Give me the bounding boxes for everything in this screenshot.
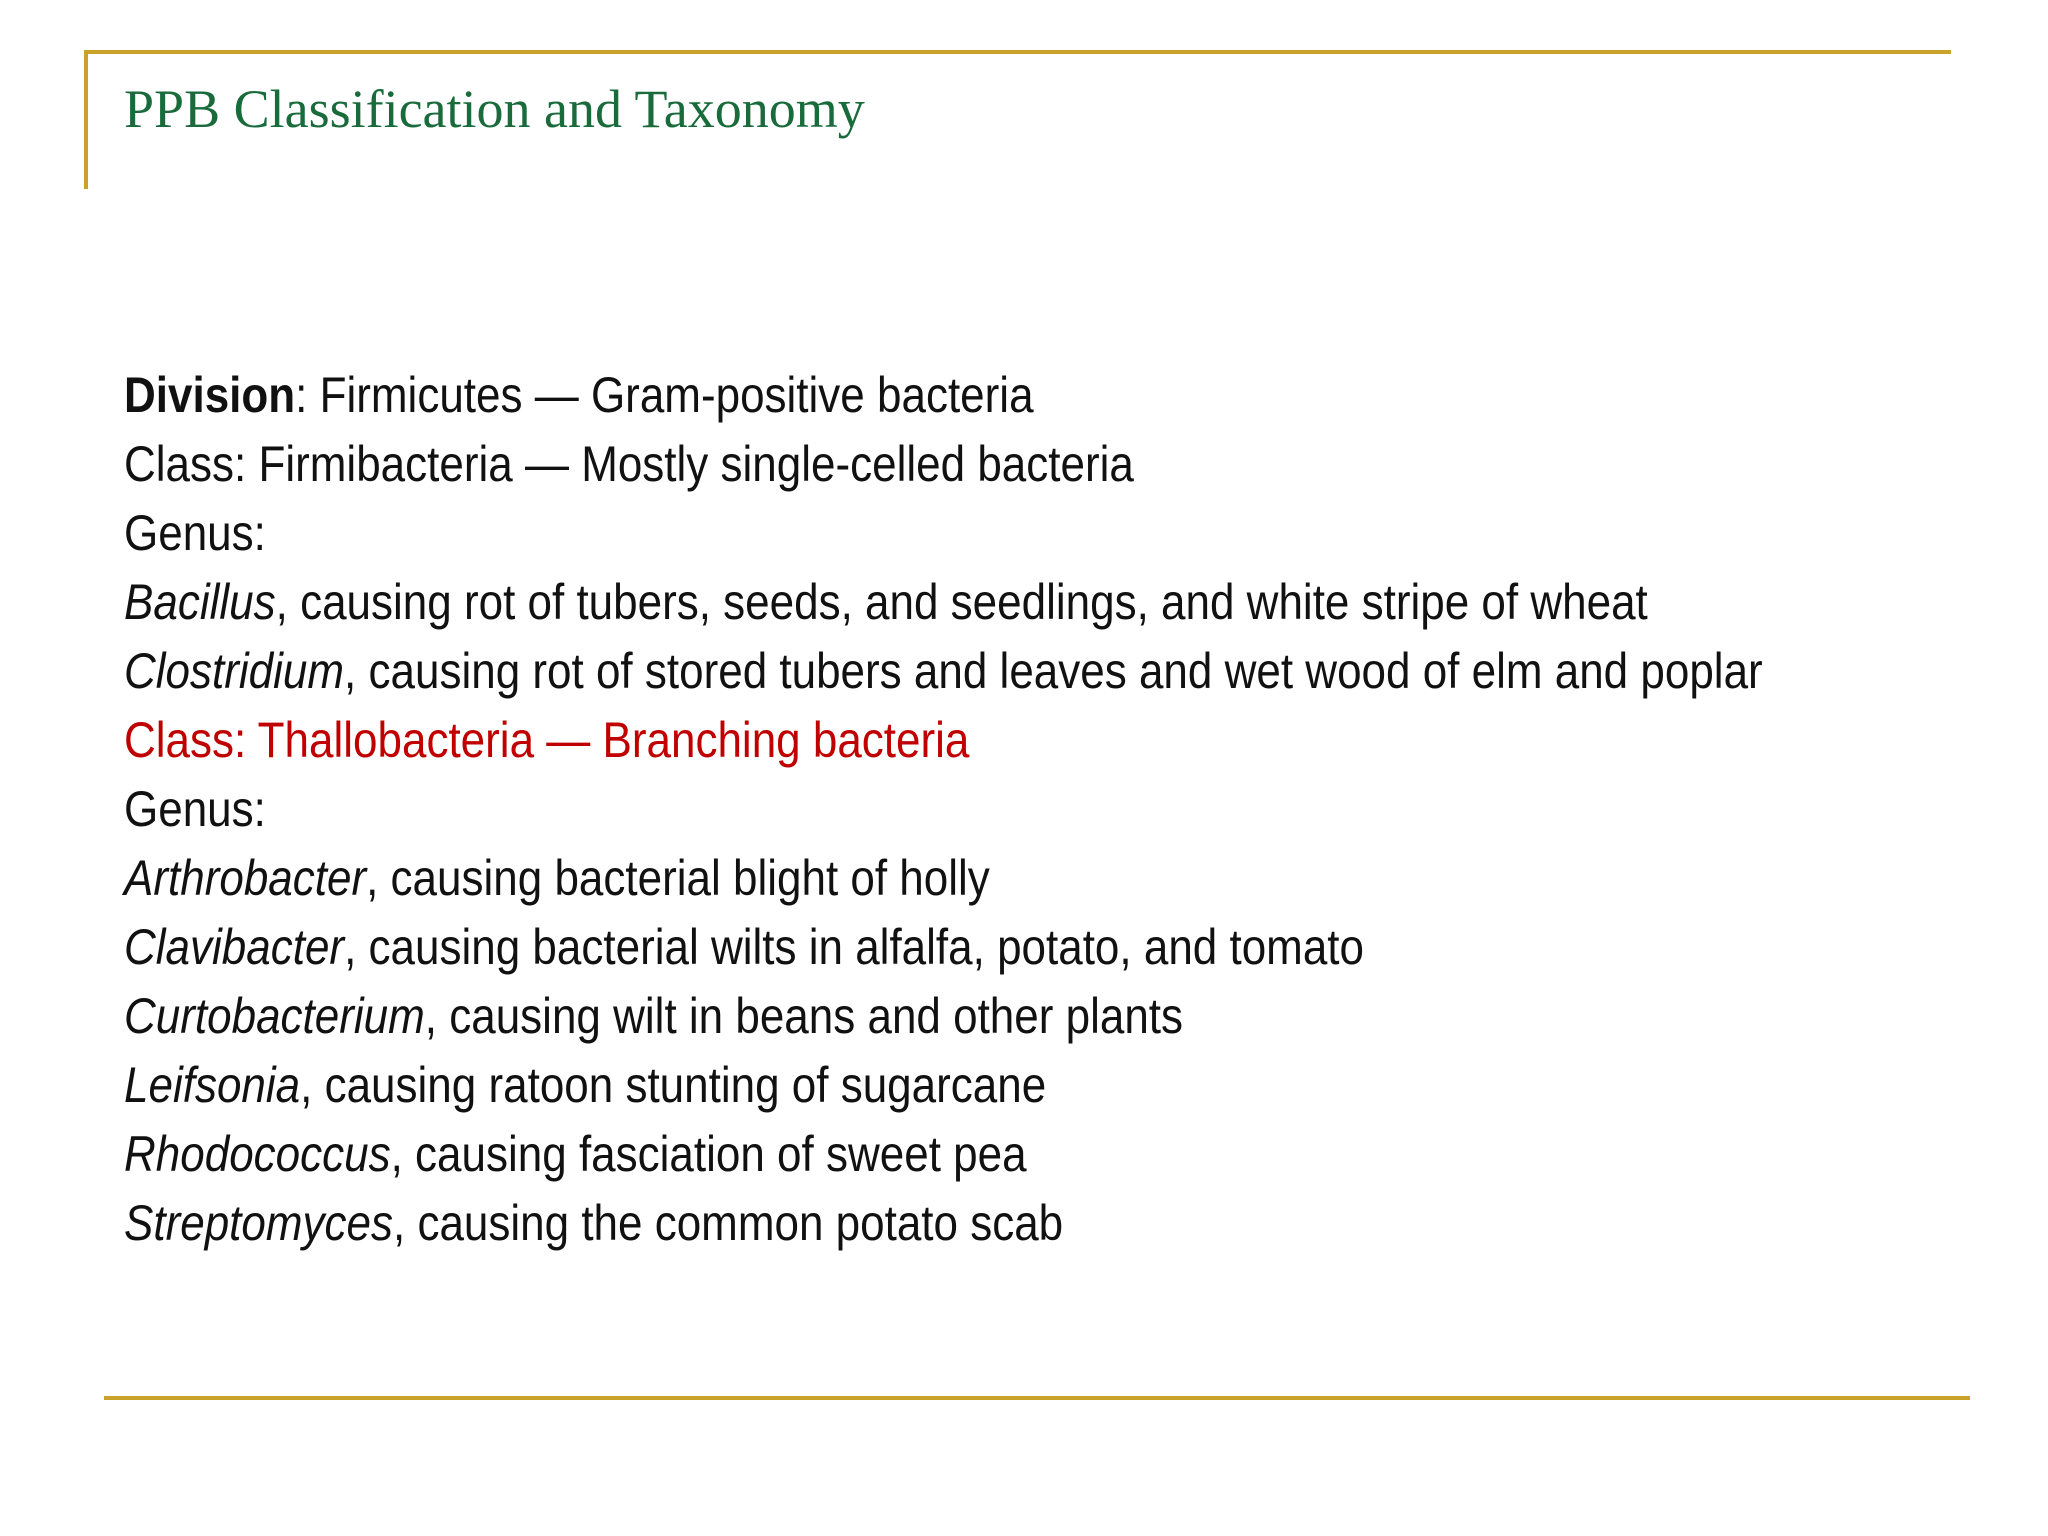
genus-line-arthrobacter [124, 844, 1763, 913]
genus-description: , causing rot of stored tubers and leaves and wet wood of elm and poplar [344, 643, 1763, 699]
genus-line-leifsonia [124, 1051, 1763, 1120]
genus-description: , causing wilt in beans and other plants [424, 988, 1184, 1044]
genus-name: Streptomyces [124, 1195, 393, 1251]
genus-name: Clavibacter [124, 919, 345, 975]
bottom-rule [104, 1396, 1970, 1400]
genus-heading-1: Genus: [124, 505, 266, 561]
genus-description: , causing the common potato scab [392, 1195, 1064, 1251]
division-text: : Firmicutes — Gram-positive bacteria [295, 367, 1034, 423]
genus-line-streptomyces [124, 1189, 1763, 1258]
genus-name: Leifsonia [124, 1057, 301, 1113]
genus-line-curtobacterium [124, 982, 1763, 1051]
genus-name: Bacillus [124, 574, 276, 630]
class-firmibacteria-line: Class: Firmibacteria — Mostly single-celled bacteria [124, 436, 1134, 492]
genus-heading-2: Genus: [124, 781, 266, 837]
class-thallobacteria-line: Class: Thallobacteria — Branching bacteria [124, 712, 970, 768]
genus-name: Arthrobacter [124, 850, 367, 906]
genus-line-bacillus [124, 568, 1763, 637]
left-rule [84, 50, 88, 189]
genus-name: Rhodococcus [124, 1126, 391, 1182]
genus-line-rhodococcus [124, 1120, 1763, 1189]
slide-body [124, 361, 1763, 1258]
genus-line-clostridium [124, 637, 1763, 706]
top-rule [84, 50, 1951, 54]
genus-name: Curtobacterium [124, 988, 425, 1044]
genus-line-clavibacter [124, 913, 1763, 982]
genus-description: , causing rot of tubers, seeds, and seedlings, and white stripe of wheat [275, 574, 1648, 630]
genus-description: , causing bacterial wilts in alfalfa, potato, and tomato [344, 919, 1365, 975]
division-line [124, 361, 1763, 430]
slide-title: PPB Classification and Taxonomy [124, 79, 865, 139]
division-label: Division [124, 367, 296, 423]
genus-name: Clostridium [124, 643, 345, 699]
genus-description: , causing ratoon stunting of sugarcane [300, 1057, 1047, 1113]
genus-description: , causing bacterial blight of holly [366, 850, 990, 906]
genus-description: , causing fasciation of sweet pea [390, 1126, 1027, 1182]
